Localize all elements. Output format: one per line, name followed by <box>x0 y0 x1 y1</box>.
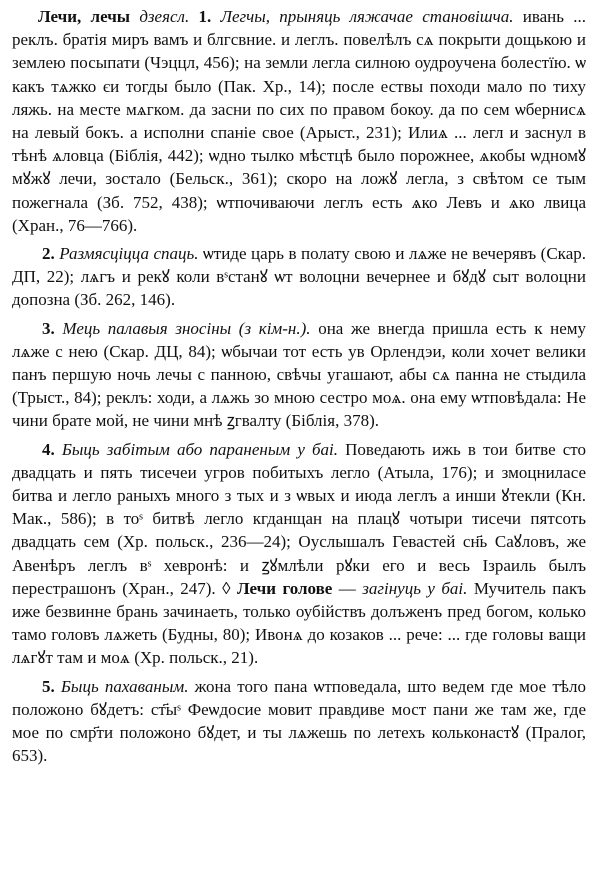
sense-number: 3. <box>42 318 55 338</box>
sense-4 <box>12 438 586 670</box>
definition: дзеясл. <box>139 7 190 26</box>
sense-text: она же внегда пришла есть к нему лѧже с нею (Скар. ДЦ, 84); ѡбычаи тот есть ув Орлендэи, коли хочет велики панъ першую ночь лечы с панною, свѣчы угашают, абы сѧ панна не стыдила (Трыст., 84); реклъ: ходи, а лѧжь зо мною сестро моѧ. она ему ѡтповѣдала: Не чини брате мой, не чини мнѣ ꙁгвалту (Біблія, 378). <box>12 318 587 431</box>
definition: Размясціцца спаць. <box>59 244 199 264</box>
sense-text: ивань ... реклъ. братія миръ вамъ и блгсвние. и леглъ. повелѣлъ сѧ покрыти дощькою и землею посыпати (Чэццл, 456); на земли легла силною оудроучена болестїю. ѡ какъ тѧжко єи тогды было (Пак. Хр., 14); после ествы походи мало по тиху ляжь. на месте мѧгком. да засни по сих по правом бокоу. да по сем ѡбернисѧ на левый бокъ. а исполни спаніе свое (Арыст., 231); Илиѧ ... легл и заснул в тѣнѣ ѧловца (Біблія, 442); ѡдно тылко мѣстцѣ было порожнее, ѧкобы ѡдномꙋ мꙋжꙋ лечи, зостало (Бельск., 361); скоро на ложꙋ легла, з свѣтом се тым пожегнала (Зб. 752, 438); ѡтпочиваючи леглъ есть ѧко Левъ и ѧко лвица (Хран., 76—766). <box>12 7 587 235</box>
sense-5 <box>12 675 586 768</box>
definition: Быць пахаваным. <box>60 676 189 696</box>
headword: Лечи, лечы <box>38 7 131 26</box>
sense-2 <box>12 242 586 312</box>
headword: 1. <box>198 7 212 26</box>
sense-number: 4. <box>42 439 55 459</box>
sense-text: Мучитель пакъ иже безвинне брань зачинаеть, только оубійствъ долъженъ пред богом, колько тамо головъ лѧжеть (Будны, 80); Ивонѧ до козаков ... рече: ... где головы ващи лѧгꙋт там и моѧ (Хр. польск., 21). <box>12 578 587 668</box>
sense-number: 2. <box>42 244 55 264</box>
sense-text <box>130 7 139 26</box>
definition: Быць забітым або параненым у баі. <box>61 439 339 459</box>
definition: загінуць у баі. <box>362 578 468 598</box>
sense-text: Поведають ижь в тои битве сто двадцать и пять тисечеи угров побитыхъ легло (Атыла, 176); и змоцниласе битва и легло раныхъ много з тых и з ѡвых и июда леглъ а инши ꙋтекли (Кн. Мак., 586); в тоˢ битвѣ легло кгданщан на плацꙋ чотыри тисечи пятсоть двадцать сем (Хр. польск., 236—24); Оуслышалъ Гевастей сн҃ь Саꙋловъ, же Авенѣръ леглъ вˢ хевронѣ: и ꙁꙋмлѣли рꙋки его и весь Ізраиль былъ перестрашонъ (Хран., 247). ◊ <box>12 439 587 598</box>
definition: Мець палавыя зносіны (з кім-н.). <box>62 318 311 338</box>
sense-3 <box>12 317 586 433</box>
sense-text: ѡтиде царь в полату свою и лѧже не вечерявъ (Скар. ДП, 22); лѧгъ и рекꙋ коли вˢстанꙋ ѡт волоцни вечернее и бꙋдꙋ сыт волоцни допозна (Зб. 262, 146). <box>12 244 586 310</box>
definition: Легчы, прыняць ляжачае становішча. <box>220 7 514 26</box>
sense-text: жона того пана ѡтповедала, што ведем где мое тѣло положоно бꙋдетъ: ст҃ыˢ Феѡдосие мовит правдиве мост пани же там же, где мое по смр҃ти положоно бꙋдет, и ты лѧжешь по летехъ кольконастꙋ (Пралог, 653). <box>12 676 586 766</box>
sense-1 <box>12 5 586 237</box>
headword: Лечи голове <box>236 578 333 598</box>
sense-number: 5. <box>42 676 55 696</box>
sense-text: — <box>332 578 363 598</box>
